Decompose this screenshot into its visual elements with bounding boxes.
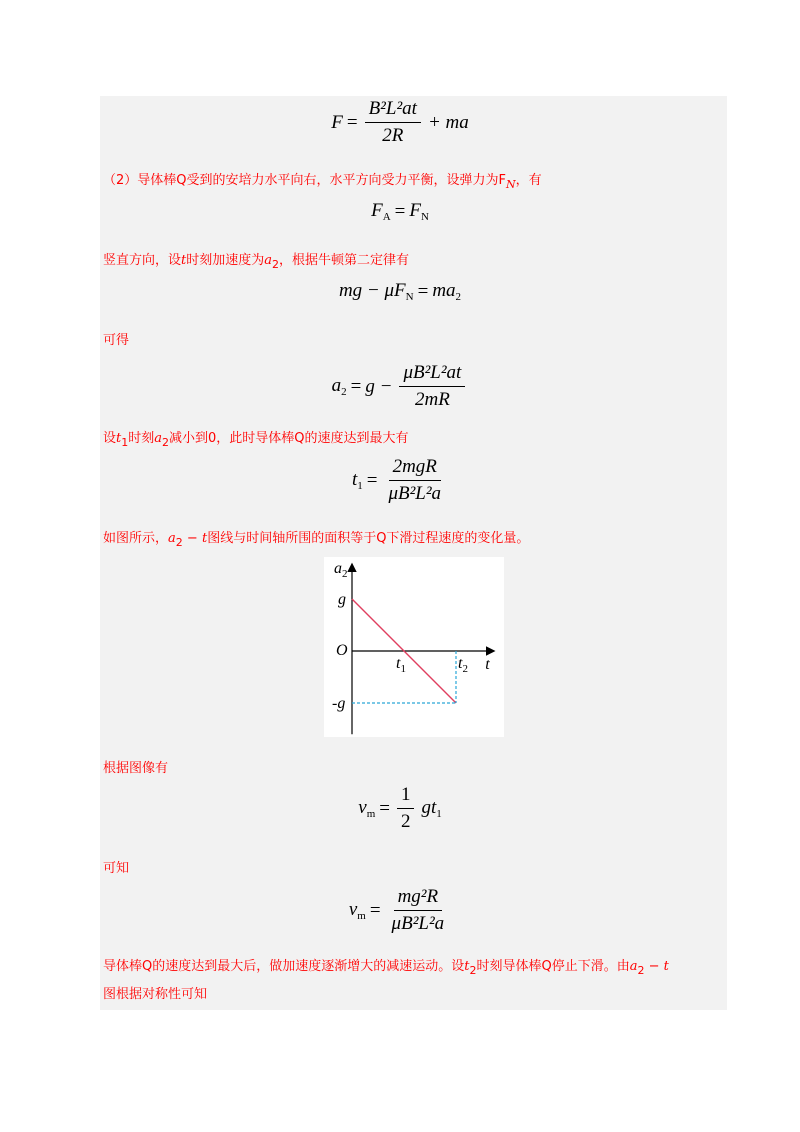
eq5-lhs: t xyxy=(351,469,358,490)
x-axis-label: t xyxy=(485,656,490,673)
eq2-rhs-sub: N xyxy=(420,211,429,223)
eq6-denominator: 2 xyxy=(400,811,411,832)
equation-force xyxy=(0,98,800,147)
text5-t: t xyxy=(201,531,208,546)
eq7-denominator: μB²L²a xyxy=(391,913,445,934)
text1-end: ，有 xyxy=(515,173,542,188)
eq5-equals: = xyxy=(366,469,378,491)
eq7-fraction xyxy=(388,886,449,935)
eq7-lhs-sub: m xyxy=(357,910,366,922)
text8-tt: t xyxy=(663,959,669,974)
text6: 根据图像有 xyxy=(103,761,169,776)
eq6-lhs: v xyxy=(358,797,367,818)
text1-sub: N xyxy=(505,178,516,191)
equation-vm-area xyxy=(0,784,800,833)
text5-c: 图线与时间轴所围的面积等于Q下滑过程速度的变化量。 xyxy=(207,531,530,546)
eq6-fraction xyxy=(397,784,415,833)
text4-c: 减小到0，此时导体棒Q的速度达到最大有 xyxy=(169,431,409,446)
text8-c: − xyxy=(644,959,664,974)
text9: 图根据对称性可知 xyxy=(103,987,208,1002)
eq6-tail-sub: 1 xyxy=(436,808,442,820)
text5-a: 如图所示， xyxy=(103,531,169,546)
text2-t: t xyxy=(181,253,187,268)
eq2-lhs-sub: A xyxy=(382,211,391,223)
eq3-lhs: mg − μF xyxy=(338,280,406,301)
text2-a2sub: 2 xyxy=(272,258,280,271)
eq4-lhs-sub: 2 xyxy=(341,386,347,398)
text5-b: − xyxy=(182,531,202,546)
tick-label-g: g xyxy=(338,591,346,608)
eq4-fraction xyxy=(399,362,465,411)
eq7-equals: = xyxy=(369,899,381,921)
equation-t1 xyxy=(0,456,800,505)
a2-t-graph xyxy=(324,557,504,737)
eq5-lhs-sub: 1 xyxy=(357,480,363,492)
eq4-equals: = xyxy=(350,375,362,397)
text-line-2 xyxy=(103,252,409,274)
text4-tsub: 1 xyxy=(121,436,129,449)
eq5-fraction xyxy=(384,456,445,505)
text8-tsub: 2 xyxy=(469,964,477,977)
eq6-numerator: 1 xyxy=(397,784,415,809)
text8-a: 导体棒Q的速度达到最大后，做加速度逐渐增大的减速运动。设 xyxy=(103,959,465,974)
eq4-numerator: μB²L²at xyxy=(399,362,465,387)
eq1-denominator: 2R xyxy=(382,125,404,146)
text7: 可知 xyxy=(103,861,130,876)
eq3-rhs-sub: 2 xyxy=(455,291,462,303)
text8-a2: a xyxy=(629,959,638,974)
equation-acceleration xyxy=(0,362,800,411)
equation-balance xyxy=(0,200,800,223)
eq2-lhs: F xyxy=(371,200,383,221)
eq1-equals: = xyxy=(346,111,358,133)
text-line-3 xyxy=(103,332,129,350)
text8-t: t xyxy=(464,959,470,974)
text5-a2sub: 2 xyxy=(175,536,183,549)
text2-b: 时刻加速度为 xyxy=(186,253,265,268)
text3: 可得 xyxy=(103,333,130,348)
y-axis-label: $a_2$ xyxy=(334,560,348,580)
eq7-numerator: mg²R xyxy=(394,886,443,911)
text-line-7 xyxy=(103,860,129,878)
text8-b: 时刻导体棒Q停止下滑。由 xyxy=(476,959,630,974)
eq5-denominator: μB²L²a xyxy=(388,483,442,504)
text-line-9 xyxy=(103,986,207,1004)
text-line-4 xyxy=(103,430,409,452)
eq3-rhs: ma xyxy=(432,280,456,301)
text2-a2: a xyxy=(264,253,273,268)
origin-label: O xyxy=(336,642,348,659)
eq2-equals: = xyxy=(394,200,406,222)
eq6-tail: gt xyxy=(421,797,437,818)
equation-newton xyxy=(0,280,800,303)
text4-b: 时刻 xyxy=(128,431,155,446)
tick-label-neg-g: -g xyxy=(332,695,346,712)
eq6-lhs-sub: m xyxy=(366,808,376,820)
eq7-lhs: v xyxy=(348,899,358,920)
text4-a2sub: 2 xyxy=(162,436,170,449)
content-panel xyxy=(100,96,727,1010)
text-line-8 xyxy=(103,958,669,980)
eq2-rhs: F xyxy=(409,200,421,221)
text8-a2sub: 2 xyxy=(637,964,645,977)
text1: （2）导体棒Q受到的安培力水平向右，水平方向受力平衡，设弹力为F xyxy=(103,173,506,188)
text5-a2: a xyxy=(168,531,176,546)
a2-t-graph-svg xyxy=(324,557,504,737)
eq3-lhs-sub: N xyxy=(405,291,414,303)
text2-c: ，根据牛顿第二定律有 xyxy=(279,253,410,268)
eq4-lhs: a xyxy=(331,375,342,396)
eq3-equals: = xyxy=(417,280,429,302)
eq1-fraction xyxy=(365,98,421,147)
text4-t: t xyxy=(116,431,122,446)
equation-vm-result xyxy=(0,886,800,935)
text4-a2: a xyxy=(154,431,163,446)
eq5-numerator: 2mgR xyxy=(389,456,441,481)
eq1-lhs: F xyxy=(331,111,343,133)
text-line-1 xyxy=(103,172,542,194)
text2-a: 竖直方向，设 xyxy=(103,253,182,268)
eq4-denominator: 2mR xyxy=(414,389,450,410)
eq6-equals: = xyxy=(379,797,390,819)
tick-label-t2: $t_2$ xyxy=(458,655,468,675)
eq1-numerator: B²L²at xyxy=(365,98,421,123)
tick-label-t1: $t_1$ xyxy=(396,655,406,675)
text-line-6 xyxy=(103,760,168,778)
eq1-tail: + ma xyxy=(427,111,469,133)
text-line-5 xyxy=(103,530,529,552)
text4-a: 设 xyxy=(103,431,117,446)
eq4-mid: g − xyxy=(365,375,393,397)
